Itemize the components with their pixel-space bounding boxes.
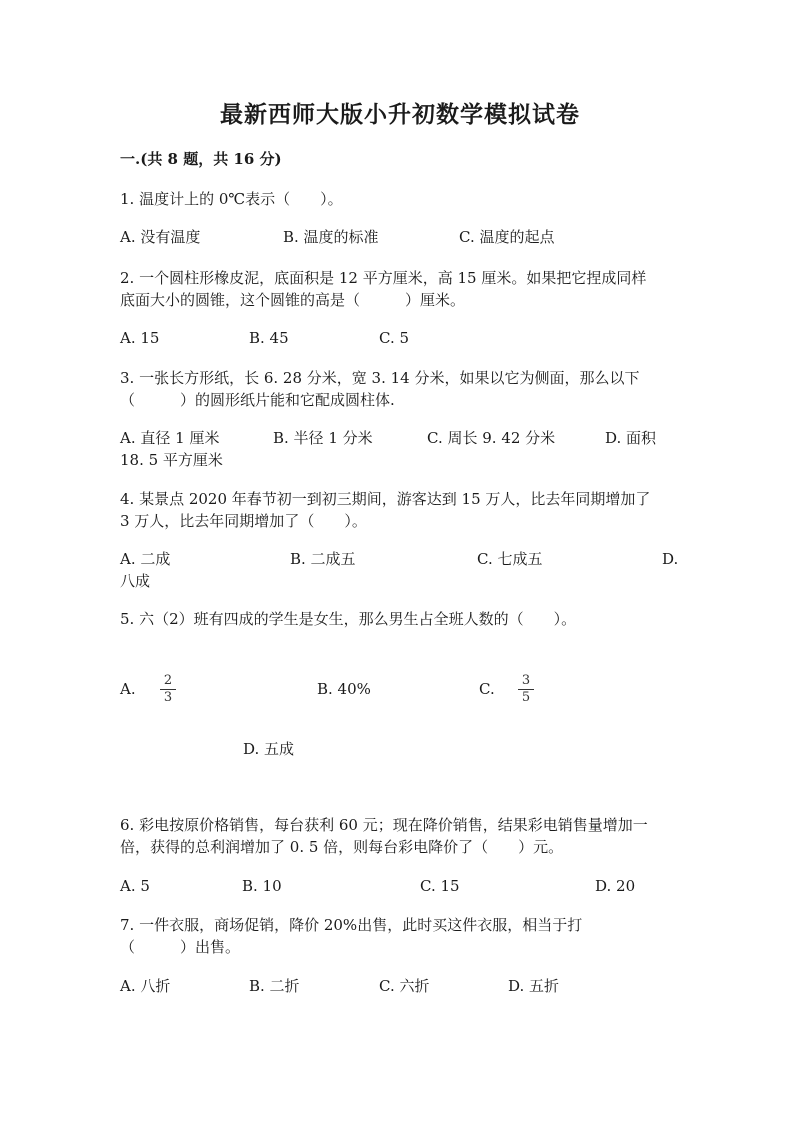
question-4-stem-line-2: 3 万人，比去年同期增加了（ ）。	[120, 512, 367, 530]
question-2-option-c: C. 5	[379, 329, 410, 347]
fraction-c-denominator: 5	[521, 690, 531, 705]
question-3-option-a: A. 直径 1 厘米	[120, 429, 220, 447]
question-3-stem-line-1: 3. 一张长方形纸，长 6. 28 分米，宽 3. 14 分米，如果以它为侧面，那么以下	[120, 369, 640, 387]
question-5-option-c: C.	[479, 680, 495, 698]
question-6-stem-line-2: 倍，获得的总利润增加了 0. 5 倍，则每台彩电降价了（ ）元。	[120, 838, 564, 856]
question-4-option-d-continued: 八成	[120, 572, 151, 590]
question-7-option-b: B. 二折	[249, 977, 300, 995]
question-7-option-d: D. 五折	[508, 977, 560, 995]
question-6-option-d: D. 20	[595, 877, 636, 895]
question-3-option-d: D. 面积	[605, 429, 657, 447]
question-2-stem-line-1: 2. 一个圆柱形橡皮泥，底面积是 12 平方厘米，高 15 厘米。如果把它捏成同样	[120, 269, 647, 287]
fraction-a-denominator: 3	[163, 690, 173, 705]
question-6-stem-line-1: 6. 彩电按原价格销售，每台获利 60 元；现在降价销售，结果彩电销售量增加一	[120, 816, 648, 834]
question-7-stem-line-1: 7. 一件衣服，商场促销，降价 20%出售，此时买这件衣服，相当于打	[120, 916, 583, 934]
page-title: 最新西师大版小升初数学模拟试卷	[220, 101, 580, 128]
question-5-option-a: A.	[120, 680, 136, 698]
question-4-option-a: A. 二成	[120, 550, 171, 568]
question-1-option-a: A. 没有温度	[120, 228, 201, 246]
question-3-option-d-continued: 18. 5 平方厘米	[120, 451, 223, 469]
question-3-option-c: C. 周长 9. 42 分米	[427, 429, 556, 447]
question-1-stem: 1. 温度计上的 0℃表示（ ）。	[120, 190, 343, 208]
question-1-option-b: B. 温度的标准	[283, 228, 379, 246]
question-5-option-d: D. 五成	[243, 740, 295, 758]
fraction-c-numerator: 3	[521, 673, 531, 688]
question-5-stem: 5. 六（2）班有四成的学生是女生，那么男生占全班人数的（ ）。	[120, 610, 577, 628]
fraction-a-numerator: 2	[163, 673, 173, 688]
question-6-option-a: A. 5	[120, 877, 150, 895]
question-5-fraction-c	[518, 674, 534, 705]
section-heading: 一.(共 8 题，共 16 分)	[120, 150, 282, 168]
question-7-option-c: C. 六折	[379, 977, 430, 995]
question-1-option-c: C. 温度的起点	[459, 228, 555, 246]
question-2-option-a: A. 15	[120, 329, 160, 347]
question-4-stem-line-1: 4. 某景点 2020 年春节初一到初三期间，游客达到 15 万人，比去年同期增加了	[120, 490, 651, 508]
question-7-option-a: A. 八折	[120, 977, 171, 995]
question-4-option-b: B. 二成五	[290, 550, 356, 568]
question-5-option-b: B. 40%	[317, 680, 371, 698]
question-7-stem-line-2: （ ）出售。	[120, 938, 241, 956]
question-6-option-c: C. 15	[420, 877, 460, 895]
question-6-option-b: B. 10	[242, 877, 282, 895]
question-4-option-c: C. 七成五	[477, 550, 543, 568]
question-3-stem-line-2: （ ）的圆形纸片能和它配成圆柱体.	[120, 391, 395, 409]
question-2-stem-line-2: 底面大小的圆锥，这个圆锥的高是（ ）厘米。	[120, 291, 466, 309]
question-4-option-d: D.	[662, 550, 679, 568]
question-5-fraction-a	[160, 674, 176, 705]
question-2-option-b: B. 45	[249, 329, 289, 347]
question-3-option-b: B. 半径 1 分米	[273, 429, 373, 447]
